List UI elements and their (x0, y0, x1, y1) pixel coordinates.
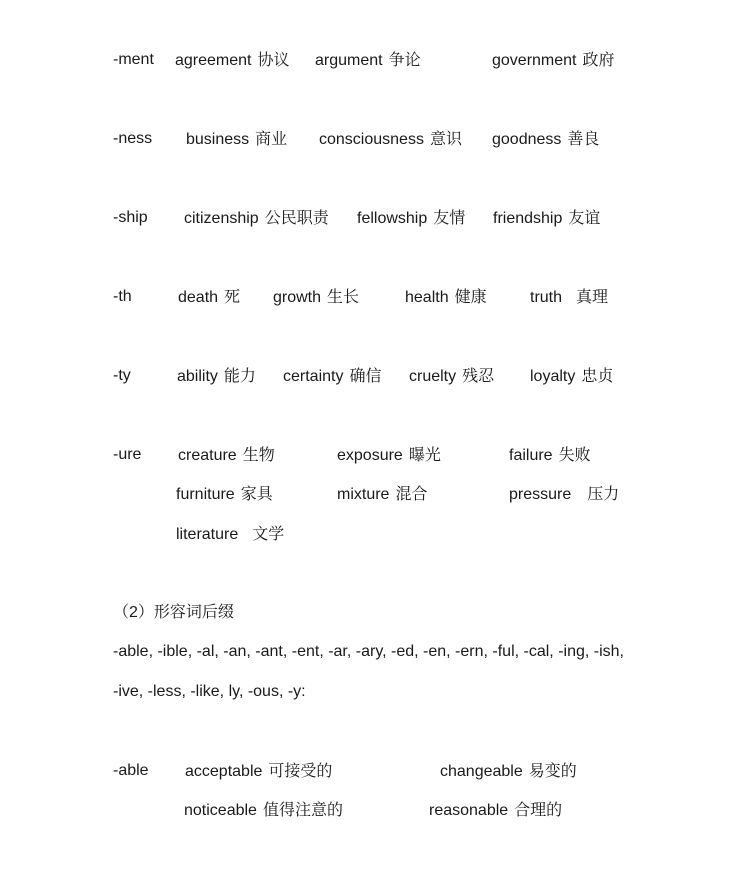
word-entry: loyalty 忠贞 (530, 366, 614, 385)
word-entry: agreement 协议 (175, 50, 290, 69)
word-entry: reasonable 合理的 (429, 800, 563, 819)
section-heading-adjective-suffixes: （2）形容词后缀 (113, 604, 234, 621)
word-entry: business 商业 (186, 129, 288, 148)
word-entry: acceptable 可接受的 (185, 761, 333, 780)
word-entry: goodness 善良 (492, 129, 600, 148)
suffix-label: -ty (113, 367, 131, 384)
word-entry: furniture 家具 (176, 484, 273, 503)
word-entry: growth 生长 (273, 287, 360, 306)
word-entry: government 政府 (492, 50, 615, 69)
word-entry: fellowship 友情 (357, 208, 466, 227)
word-entry: literature 文学 (176, 524, 285, 543)
word-entry: pressure 压力 (509, 484, 620, 503)
word-entry: certainty 确信 (283, 366, 382, 385)
suffix-label: -th (113, 288, 132, 305)
suffix-label: -ment (113, 51, 154, 68)
word-entry: health 健康 (405, 287, 487, 306)
adj-suffix-list-line1: -able, -ible, -al, -an, -ant, -ent, -ar, -ary, -ed, -en, -ern, -ful, -cal, -ing, -ish, (113, 643, 624, 660)
word-entry: truth 真理 (530, 287, 609, 306)
word-entry: noticeable 值得注意的 (184, 800, 343, 819)
word-entry: changeable 易变的 (440, 761, 577, 780)
word-entry: creature 生物 (178, 445, 275, 464)
word-entry: mixture 混合 (337, 484, 428, 503)
word-entry: consciousness 意识 (319, 129, 462, 148)
word-entry: failure 失败 (509, 445, 591, 464)
word-entry: exposure 曝光 (337, 445, 441, 464)
word-entry: ability 能力 (177, 366, 256, 385)
word-entry: friendship 友谊 (493, 208, 601, 227)
word-entry: citizenship 公民职责 (184, 208, 329, 227)
suffix-label: -able (113, 762, 149, 779)
suffix-label: -ure (113, 446, 142, 463)
word-entry: cruelty 残忍 (409, 366, 495, 385)
suffix-label: -ship (113, 209, 148, 226)
adj-suffix-list-line2: -ive, -less, -like, ly, -ous, -y: (113, 683, 306, 700)
word-entry: death 死 (178, 287, 241, 306)
word-entry: argument 争论 (315, 50, 421, 69)
suffix-label: -ness (113, 130, 153, 147)
